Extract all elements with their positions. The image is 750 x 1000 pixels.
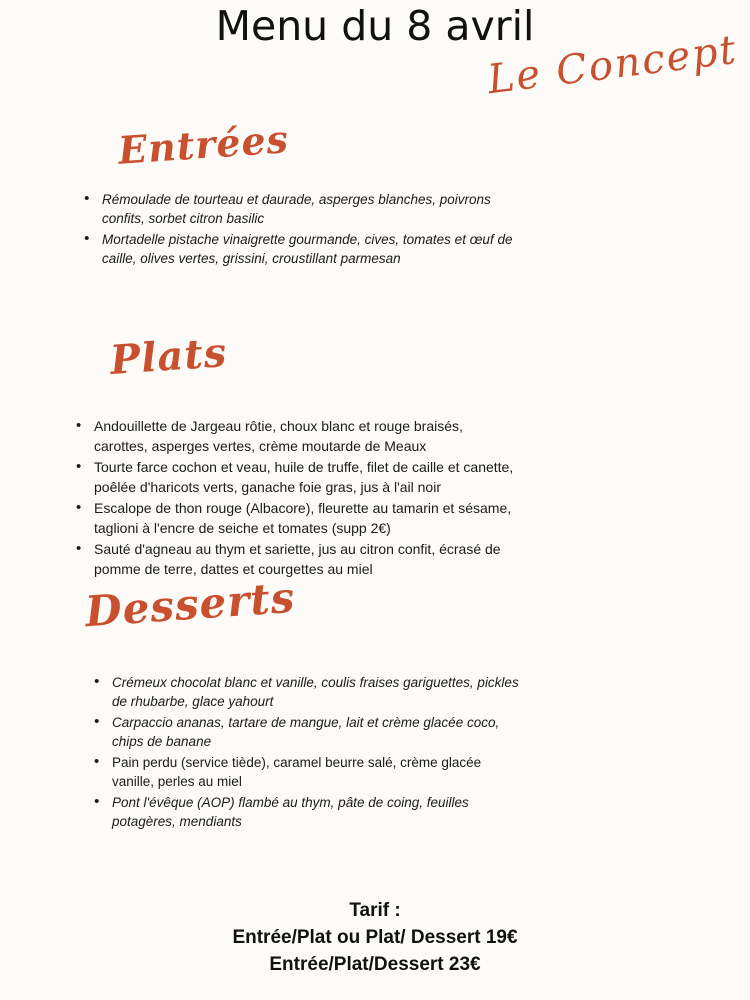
list-item: • Crémeux chocolat blanc et vanille, coulis fraises gariguettes, pickles de rhubarbe, glace yahourt: [102, 673, 522, 711]
tariff-block: [0, 897, 750, 978]
list-item: • Rémoulade de tourteau et daurade, asperges blanches, poivrons confits, sorbet citron basilic: [92, 190, 532, 228]
restaurant-logo-text: Le Concept: [484, 26, 740, 104]
list-item: • Carpaccio ananas, tartare de mangue, lait et crème glacée coco, chips de banane: [102, 713, 522, 751]
list-item: • Mortadelle pistache vinaigrette gourmande, cives, tomates et œuf de caille, olives vertes, grissini, croustillant parmesan: [92, 230, 532, 268]
list-item: • Sauté d'agneau au thym et sariette, jus au citron confit, écrasé de pomme de terre, dattes et courgettes au miel: [84, 540, 514, 579]
desserts-list: [80, 673, 522, 833]
list-item: • Escalope de thon rouge (Albacore), fleurette au tamarin et sésame, taglioni à l'encre de seiche et tomates (supp 2€): [84, 499, 514, 538]
tariff-label: Tarif :: [349, 900, 401, 921]
list-item: • Pont l'évêque (AOP) flambé au thym, pâte de coing, feuilles potagères, mendiants: [102, 793, 522, 831]
section-heading-desserts: Desserts: [83, 572, 297, 637]
entrees-list: [70, 190, 532, 270]
section-heading-entrees: Entrées: [116, 116, 291, 173]
plats-list: [62, 417, 514, 581]
list-item: • Tourte farce cochon et veau, huile de truffe, filet de caille et canette, poêlée d'haricots verts, ganache foie gras, jus à l'ail noir: [84, 458, 514, 497]
list-item: • Pain perdu (service tiède), caramel beurre salé, crème glacée vanille, perles au miel: [102, 753, 522, 791]
tariff-option-2: Entrée/Plat/Dessert 23€: [269, 954, 481, 975]
tariff-option-1: Entrée/Plat ou Plat/ Dessert 19€: [232, 927, 518, 948]
list-item: • Andouillette de Jargeau rôtie, choux blanc et rouge braisés, carottes, asperges vertes, crème moutarde de Meaux: [84, 417, 514, 456]
page-title: Menu du 8 avril: [215, 2, 535, 50]
section-heading-plats: Plats: [108, 328, 229, 385]
